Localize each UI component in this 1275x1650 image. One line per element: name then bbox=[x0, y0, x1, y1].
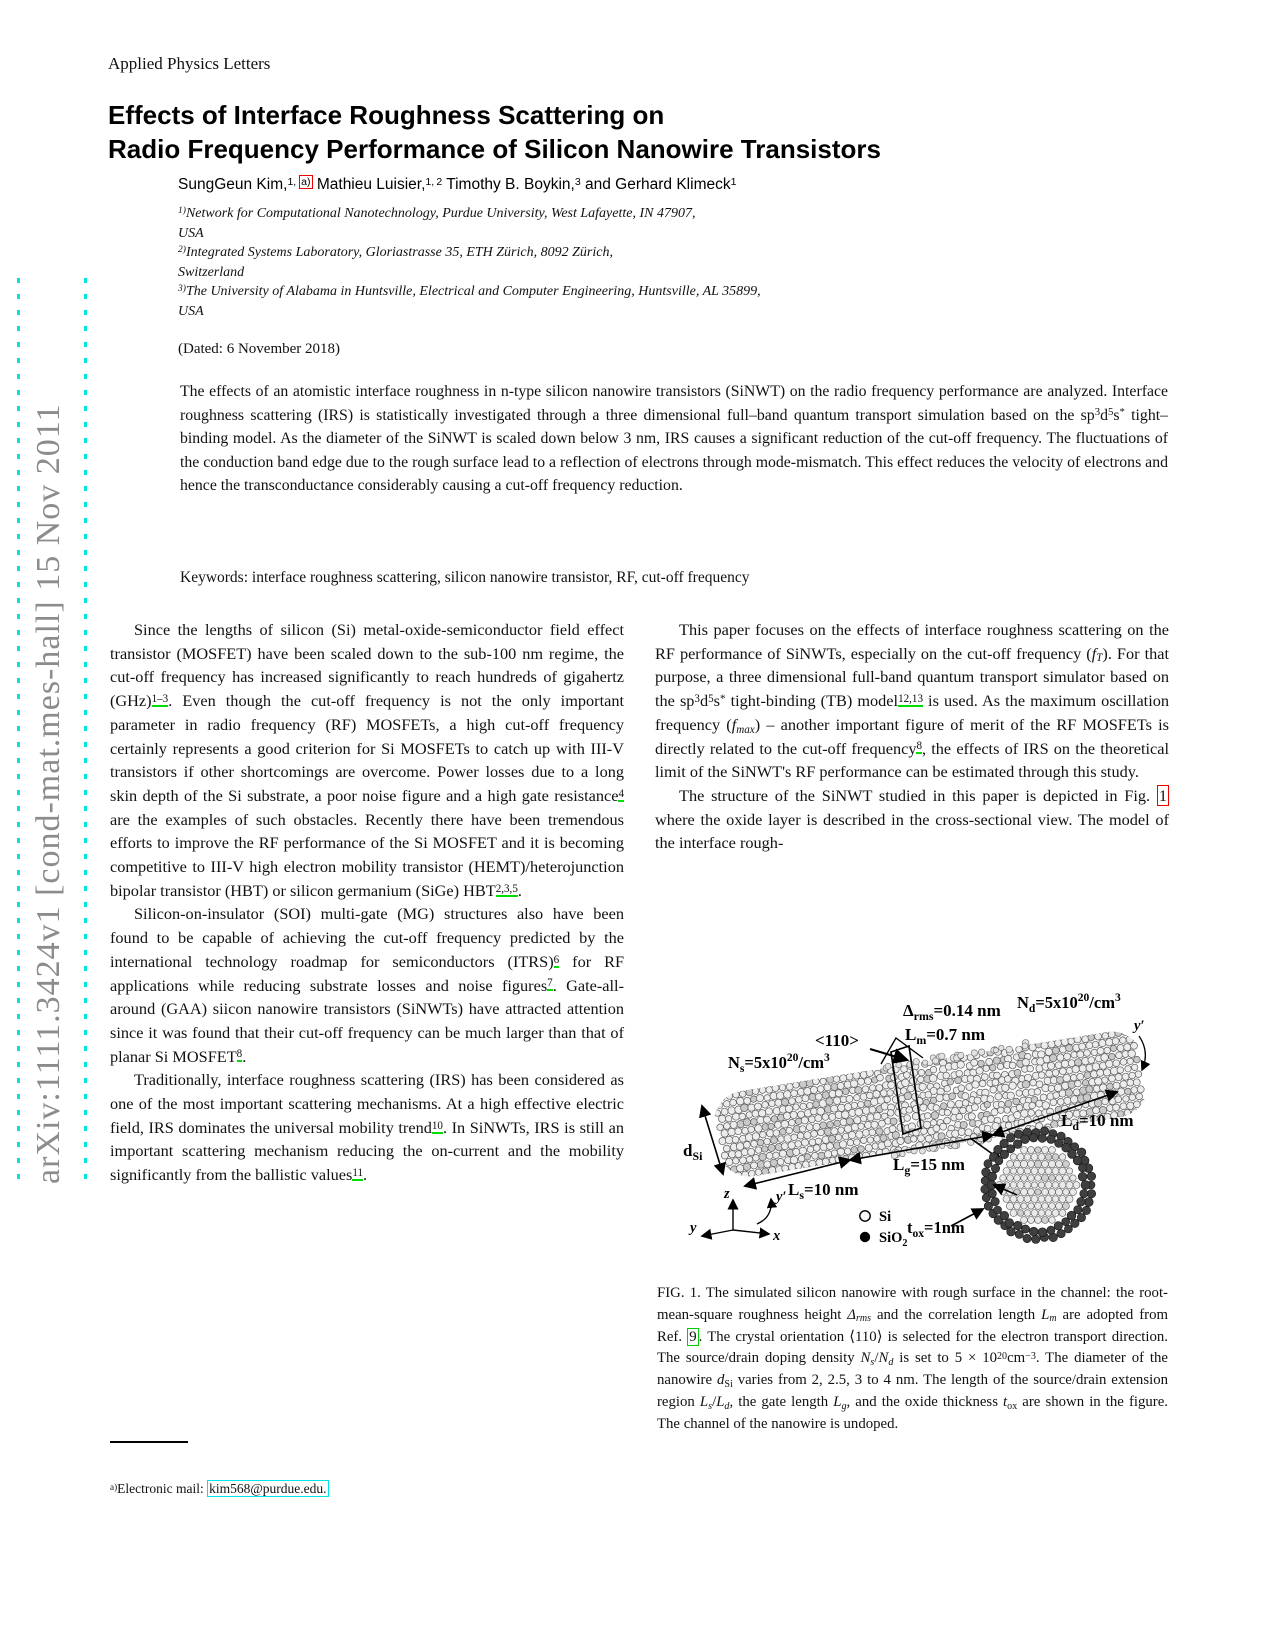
legend-sio2-symbol bbox=[860, 1232, 870, 1242]
text-segment: s bbox=[1113, 406, 1120, 424]
affiliation-3-line-2: USA bbox=[178, 303, 204, 319]
text-segment: s bbox=[870, 1356, 875, 1368]
text-segment: , the gate length bbox=[729, 1393, 834, 1410]
figure-caption bbox=[657, 1283, 1168, 1436]
text-segment: L bbox=[716, 1393, 725, 1410]
axis-z-label: z bbox=[724, 1186, 730, 1202]
axis-x-label: x bbox=[773, 1228, 781, 1244]
citation-6[interactable]: 6 bbox=[553, 953, 560, 966]
text-segment: 1) bbox=[178, 206, 186, 217]
text-segment: . Gate-all-around (GAA) siicon nanowire transistors (SiNWTs) have attracted attention since it was found that their cut-off frequency can be much larger than that of planar Si MOSFET bbox=[110, 975, 624, 1066]
text-segment: Si bbox=[724, 1378, 733, 1390]
footnote-rule bbox=[110, 1441, 188, 1443]
affiliation-2-line-1 bbox=[178, 243, 1138, 263]
text-segment: 2) bbox=[178, 245, 186, 256]
text-segment: is used. As the maximum oscillation frequency ( bbox=[655, 691, 1170, 734]
text-segment: / bbox=[712, 1393, 717, 1410]
text-segment: . Even though the cut-off frequency is not the only important parameter in radio frequency (RF) MOSFETs, a high cut-off frequency certainly represents a good criterion for Si MOSFETs to catch up with III-V transistors if other shortcomings are overcome. Power losses due to a long skin depth of the Si substrate, a poor noise figure and a high gate resistance bbox=[110, 691, 624, 805]
label-dsi: $d_{Si}$ bbox=[683, 1141, 703, 1163]
affiliation-1-line-1 bbox=[178, 204, 1138, 224]
citation-1-3[interactable]: 1–3 bbox=[151, 692, 169, 705]
text-segment: 3 bbox=[1094, 406, 1101, 419]
text-segment: 3 bbox=[574, 176, 581, 188]
text-segment: ) – another important figure of merit of the RF MOSFETs is directly related to the cut-off frequency bbox=[655, 714, 1169, 758]
text-segment: s bbox=[713, 691, 720, 711]
text-segment: . bbox=[363, 1165, 368, 1185]
text-segment: . In SiNWTs, IRS is still an important scattering mechanism reducing the on-current and the mobility significantly from the ballistic values bbox=[110, 1117, 624, 1185]
text-segment: cm bbox=[1007, 1350, 1026, 1367]
text-segment: 1, 2 bbox=[425, 176, 443, 188]
text-segment: t bbox=[1003, 1393, 1008, 1410]
text-segment: g bbox=[841, 1400, 847, 1412]
legend-si-symbol bbox=[860, 1211, 870, 1221]
text-segment: 20 bbox=[997, 1350, 1008, 1362]
text-segment: * bbox=[1119, 406, 1125, 419]
title-line-2: Radio Frequency Performance of Silicon Nanowire Transistors bbox=[108, 134, 881, 164]
axis-y-label: y bbox=[690, 1220, 697, 1236]
text-segment: Δ bbox=[847, 1306, 856, 1323]
text-segment: Integrated Systems Laboratory, Gloriastrasse 35, ETH Zürich, 8092 Zürich, bbox=[185, 245, 613, 260]
text-segment: This paper focuses on the effects of interface roughness scattering on the RF performance of SiNWTs, especially on the cut-off frequency ( bbox=[655, 620, 1169, 663]
text-segment: d bbox=[699, 691, 709, 711]
text-segment: tight-binding (TB) model bbox=[725, 691, 899, 711]
text-segment: for RF applications while reducing substrate losses and noise figures bbox=[110, 951, 625, 995]
abstract-text bbox=[180, 380, 1168, 498]
author-footnote-link[interactable]: a) bbox=[301, 176, 311, 188]
text-segment: m bbox=[1049, 1313, 1057, 1325]
text-segment: Electronic mail: bbox=[117, 1481, 208, 1496]
text-segment: Silicon-on-insulator (SOI) multi-gate (MG) structures also have been found to be capable of achieving the cut-off frequency predicted by the international technology roadmap for semiconductors (ITRS) bbox=[110, 904, 624, 971]
label-tox: $t_{ox}=1nm$ bbox=[907, 1218, 965, 1240]
journal-name: Applied Physics Letters bbox=[108, 54, 271, 73]
text-segment: ox bbox=[1007, 1400, 1018, 1412]
text-segment: d bbox=[716, 1372, 725, 1389]
text-segment: d bbox=[888, 1356, 894, 1368]
paragraph-focus bbox=[655, 618, 1169, 784]
label-nd: $N_d=5x10^{20}/cm^3$ bbox=[1017, 992, 1121, 1015]
ref-9-link[interactable]: 9 bbox=[689, 1328, 697, 1345]
label-lm: $L_m=0.7$ nm bbox=[905, 1025, 986, 1047]
arxiv-dash-line-right bbox=[84, 278, 87, 1182]
text-segment: tight–binding model. As the diameter of the SiNWT is scaled down below 3 nm, IRS causes a significant reduction of the cut-off frequency. The fluctuations of the conduction band edge due to the rough surface lead to a reflection of electrons through mode-mismatch. This effect reduces the velocity of electrons and hence the transconductance considerably causing a cut-off frequency reduction. bbox=[180, 406, 1169, 494]
text-segment: The University of Alabama in Huntsville, Electrical and Computer Engineering, Huntsville, AL 35899, bbox=[185, 284, 761, 299]
keywords-line: Keywords: interface roughness scattering, silicon nanowire transistor, RF, cut-off frequency bbox=[180, 569, 750, 586]
affiliation-1-line-2: USA bbox=[178, 225, 204, 241]
arxiv-stamp: arXiv:1111.3424v1 [cond-mat.mes-hall] 15 Nov 2011 bbox=[30, 403, 67, 1184]
text-segment: s bbox=[708, 1400, 713, 1412]
y-prime-right-label: y′ bbox=[1134, 1018, 1145, 1034]
cross-section bbox=[981, 1127, 1096, 1244]
text-segment: . The crystal orientation ⟨110⟩ is selected for the electron transport direction. The source/drain doping density bbox=[657, 1328, 1169, 1367]
text-segment: d bbox=[1100, 406, 1108, 424]
citation-12-13[interactable]: 12,13 bbox=[898, 692, 923, 705]
text-segment: L bbox=[1041, 1306, 1050, 1323]
text-segment: −3 bbox=[1025, 1350, 1036, 1362]
nanowire-illustration bbox=[645, 988, 1165, 1250]
text-segment: 1, bbox=[287, 176, 297, 188]
text-segment: N bbox=[878, 1350, 889, 1367]
left-column bbox=[110, 618, 624, 1187]
page-title bbox=[108, 98, 1108, 166]
text-segment: 5 bbox=[708, 692, 714, 705]
paragraph-irs bbox=[110, 1068, 624, 1187]
text-segment: d bbox=[724, 1400, 730, 1412]
citation-8b[interactable]: 8 bbox=[916, 740, 923, 753]
text-segment: N bbox=[860, 1350, 871, 1367]
citation-8[interactable]: 8 bbox=[236, 1048, 243, 1061]
text-segment: is set to 5 × 10 bbox=[893, 1350, 998, 1367]
citation-11[interactable]: 11 bbox=[352, 1166, 364, 1179]
coordinate-axes bbox=[702, 1199, 771, 1236]
text-segment: * bbox=[720, 692, 726, 705]
text-segment: and the correlation length bbox=[871, 1306, 1042, 1323]
text-segment: rms bbox=[855, 1313, 872, 1325]
text-segment: 5 bbox=[1107, 406, 1114, 419]
legend-sio2-label: SiO$_2$ bbox=[879, 1230, 908, 1249]
text-segment: Traditionally, interface roughness scattering (IRS) has been considered as one of the most important scattering mechanisms. At a high effective electric field, IRS dominates the universal mobility trend bbox=[110, 1070, 624, 1137]
legend-si-label: Si bbox=[879, 1209, 892, 1225]
figure-1-link[interactable]: 1 bbox=[1158, 785, 1167, 805]
text-segment: and Gerhard Klimeck bbox=[580, 176, 731, 193]
text-segment: The effects of an atomistic interface roughness in n-type silicon nanowire transistors (SiNWT) on the radio frequency performance are analyzed. Interface roughness scattering (IRS) is statistically investigated through a three dimensional full–band quantum transport simulation based on the sp bbox=[180, 383, 1168, 424]
text-segment: varies from 2, 2.5, 3 to 4 nm. The length of the source/drain extension region bbox=[657, 1372, 1168, 1410]
text-segment: 3 bbox=[694, 692, 700, 705]
affiliation-2-line-2: Switzerland bbox=[178, 264, 245, 280]
text-segment: Timothy B. Boykin, bbox=[442, 176, 575, 193]
text-segment: where the oxide layer is described in the cross-sectional view. The model of the interface rough- bbox=[655, 809, 1169, 853]
label-delta-rms: $\Delta_{rms}=0.14$ nm bbox=[903, 1001, 1001, 1023]
text-segment: L bbox=[833, 1393, 842, 1410]
text-segment: L bbox=[699, 1393, 709, 1410]
paragraph-structure bbox=[655, 784, 1169, 855]
text-segment: are adopted from Ref. bbox=[657, 1306, 1168, 1345]
right-column bbox=[655, 618, 1169, 855]
text-segment: SungGeun Kim, bbox=[178, 176, 288, 193]
figure-1 bbox=[645, 988, 1165, 1250]
dated-line: (Dated: 6 November 2018) bbox=[178, 341, 341, 357]
text-segment: are shown in the figure. The channel of the nanowire is undoped. bbox=[657, 1393, 1168, 1432]
text-segment: f bbox=[731, 714, 737, 734]
text-segment: are the examples of such obstacles. Recently there have been tremendous efforts to improve the RF performance of the Si MOSFET and it is becoming competitive to III-V high electron mobility transistor (HEMT)/heterojunction bipolar transistor (HBT) or silicon germanium (SiGe) HBT bbox=[110, 809, 624, 900]
paragraph-soi-mg bbox=[110, 902, 624, 1068]
label-ns: $N_s=5x10^{20}/cm^3$ bbox=[728, 1052, 830, 1075]
text-segment: , and the oxide thickness bbox=[846, 1393, 1004, 1410]
text-segment: FIG. 1. The simulated silicon nanowire with rough surface in the channel: the root-mean-square roughness height bbox=[657, 1285, 1168, 1323]
label-ld: $L_d=10$ nm bbox=[1061, 1111, 1134, 1133]
label-lg: $L_g=15$ nm bbox=[893, 1155, 965, 1177]
text-segment: . bbox=[242, 1046, 247, 1066]
y-prime-rotation-arrow bbox=[1139, 1036, 1145, 1070]
affiliation-3-line-1 bbox=[178, 282, 1138, 302]
text-segment: 3) bbox=[178, 284, 186, 295]
citation-2-3-5[interactable]: 2,3,5 bbox=[495, 882, 518, 895]
text-segment: max bbox=[736, 723, 755, 736]
text-segment: , the effects of IRS on the theoretical limit of the SiNWT's RF performance can be estimated through this study. bbox=[655, 738, 1169, 782]
affiliations bbox=[178, 204, 1138, 321]
citation-7[interactable]: 7 bbox=[547, 977, 553, 990]
text-segment: a) bbox=[110, 1481, 118, 1492]
text-segment: . bbox=[517, 880, 522, 900]
axis-y-prime-label: y′ bbox=[776, 1189, 787, 1205]
text-segment: The structure of the SiNWT studied in this paper is depicted in Fig. bbox=[679, 785, 1157, 805]
text-segment: 1 bbox=[730, 176, 737, 188]
arxiv-dash-line-left bbox=[17, 278, 20, 1182]
text-segment: Mathieu Luisier, bbox=[312, 176, 426, 193]
authors-line bbox=[178, 176, 1158, 194]
footnote bbox=[110, 1481, 624, 1497]
text-segment: Since the lengths of silicon (Si) metal-oxide-semiconductor field effect transistor (MOSFET) have been scaled down to the sub-100 nm regime, the cut-off frequency has increased significantly to reach hundreds of gigahertz (GHz) bbox=[110, 620, 624, 711]
citation-4[interactable]: 4 bbox=[618, 787, 624, 800]
paragraph-intro bbox=[110, 618, 624, 902]
email-link[interactable]: kim568@purdue.edu. bbox=[209, 1481, 327, 1496]
title-line-1: Effects of Interface Roughness Scattering on bbox=[108, 100, 665, 130]
label-orientation: <110> bbox=[815, 1031, 859, 1050]
text-segment: / bbox=[874, 1350, 879, 1367]
label-ls: $L_s=10$ nm bbox=[788, 1180, 859, 1202]
text-segment: . The diameter of the nanowire bbox=[657, 1350, 1168, 1389]
text-segment: Network for Computational Nanotechnology, Purdue University, West Lafayette, IN 47907, bbox=[185, 206, 696, 221]
citation-10[interactable]: 10 bbox=[431, 1119, 443, 1132]
text-segment: f bbox=[1091, 643, 1097, 663]
text-segment: T bbox=[1096, 652, 1103, 665]
text-segment: ). For that purpose, a three dimensional full-band quantum transport simulator based on the sp bbox=[655, 643, 1169, 711]
